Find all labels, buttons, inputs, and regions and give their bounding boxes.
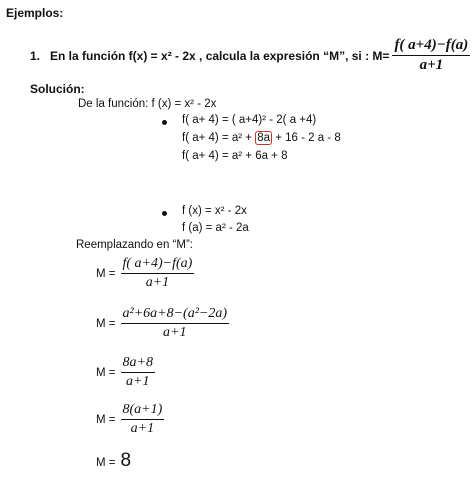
fraction-2 [121,306,230,341]
step2-line2: f (a) = a² - 2a [182,222,249,234]
step1-line1: f( a+ 4) = ( a+4)² - 2( a +4) [182,114,317,126]
equation-4 [96,402,164,437]
m-equals-4: M = [96,413,116,426]
step2-line1: f (x) = x² - 2x [182,205,247,217]
fraction-1-denominator: a+1 [145,275,170,290]
highlighted-term: 8a [257,132,270,144]
fraction-2-numerator: a²+6a+8−(a²−2a) [121,306,230,324]
equation-3 [96,355,155,390]
m-equals-final: M = [96,457,116,469]
bullet-2 [162,211,167,216]
final-equation [96,450,131,472]
problem-number: 1. [30,48,41,63]
function-intro: De la función: f (x) = x² - 2x [78,98,217,110]
problem-statement [30,37,470,74]
bullet-1 [162,120,167,125]
problem-fraction [392,37,470,74]
problem-fraction-numerator: f( a+4)−f(a) [392,37,470,56]
equation-2 [96,306,229,341]
fraction-3 [121,355,155,390]
examples-title: Ejemplos: [6,6,64,20]
final-value: 8 [120,450,132,471]
m-equals-3: M = [96,366,116,379]
m-equals-2: M = [96,317,116,330]
fraction-3-numerator: 8a+8 [121,355,155,373]
fraction-4 [121,402,165,437]
fraction-3-denominator: a+1 [126,374,150,389]
fraction-4-numerator: 8(a+1) [121,402,165,420]
fraction-1-numerator: f( a+4)−f(a) [121,256,195,274]
replacing-text: Reemplazando en “M”: [76,239,193,251]
m-equals-1: M = [96,267,116,280]
fraction-4-denominator: a+1 [130,421,155,436]
fraction-1 [121,256,195,291]
step1-line2-end: + 16 - 2 a - 8 [272,132,341,144]
solution-label: Solución: [30,82,85,96]
step1-line2-start: f( a+ 4) = a² + [182,132,256,144]
fraction-2-denominator: a+1 [163,325,187,340]
step1-line2 [182,132,341,144]
problem-fraction-denominator: a+1 [419,57,444,73]
step1-line3: f( a+ 4) = a² + 6a + 8 [182,150,288,162]
equation-1 [96,256,194,291]
problem-text: En la función f(x) = x² - 2x , calcula la expresión “M”, si : M= [50,48,390,63]
